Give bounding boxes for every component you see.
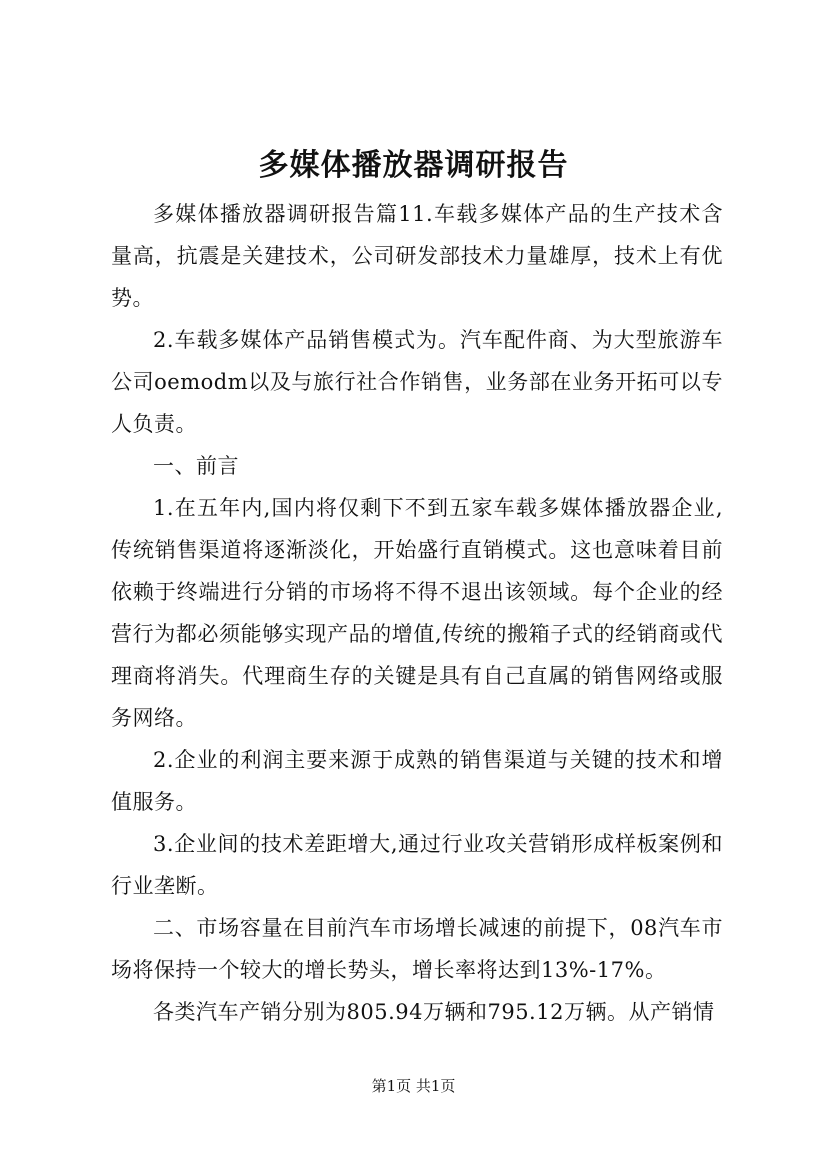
page-footer — [0, 1076, 827, 1096]
document-body — [111, 193, 723, 1033]
paragraph: 各类汽车产销分别为805.94万辆和795.12万辆。从产销情 — [153, 1000, 715, 1024]
page-number-label: 第1页 共1页 — [371, 1077, 456, 1095]
paragraph: 多媒体播放器调研报告篇11.车载多媒体产品的生产技术含量高，抗震是关建技术，公司研发部技术力量雄厚，技术上有优势。 — [111, 202, 723, 310]
paragraph: 1.在五年内,国内将仅剩下不到五家车载多媒体播放器企业,传统销售渠道将逐渐淡化，开始盛行直销模式。这也意味着目前依赖于终端进行分销的市场将不得不退出该领域。每个企业的经营行为都必须能够实现产品的增值,传统的搬箱子式的经销商或代理商将消失。代理商生存的关键是具有自己直属的销售网络或服务网络。 — [111, 496, 723, 730]
page-title: 多媒体播放器调研报告 — [258, 148, 569, 183]
paragraph: 2.企业的利润主要来源于成熟的销售渠道与关键的技术和增值服务。 — [111, 748, 723, 814]
section-heading: 一、前言 — [153, 454, 239, 478]
paragraph: 3.企业间的技术差距增大,通过行业攻关营销形成样板案例和行业垄断。 — [111, 832, 723, 898]
paragraph: 二、市场容量在目前汽车市场增长减速的前提下，08汽车市场将保持一个较大的增长势头，增长率将达到13%-17%。 — [111, 916, 723, 982]
paragraph: 2.车载多媒体产品销售模式为。汽车配件商、为大型旅游车公司oemodm以及与旅行社合作销售，业务部在业务开拓可以专人负责。 — [111, 328, 723, 436]
